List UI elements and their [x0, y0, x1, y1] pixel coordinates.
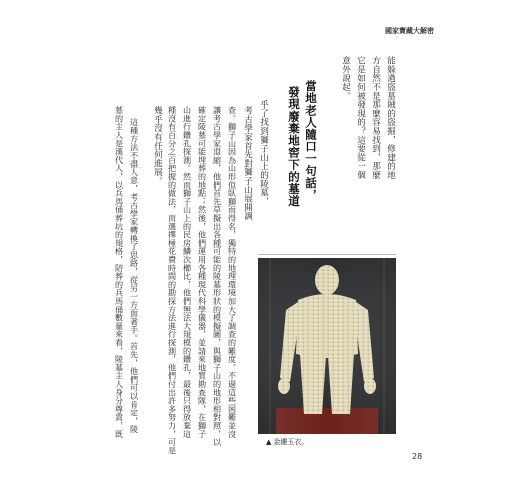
body-column: 讓考古學家退縮，他們首先草擬出各種可能的陵墓形狀的模擬圖，與獅子山的地形相對照，以: [212, 106, 223, 447]
jade-burial-suit-photo: [258, 258, 396, 434]
section-heading: 發現廢棄地窖下的墓道: [287, 86, 301, 207]
body-column: 這種方法不盡人意，考古學家轉換了思路，從另一方面著手。首先，他們可以肯定，陵: [129, 118, 140, 434]
running-header: 國家寶藏大解密: [385, 27, 434, 35]
page-number: 28: [412, 452, 423, 461]
body-column: 方自然不是那麼容易找到，那麼: [370, 56, 381, 180]
body-column: 它是如何被發現的？這要從一個: [355, 56, 366, 180]
body-column: 種沒有百分之百把握的做法，而選擇極花費時間的勘探方法進行探測，他們付出許多努力，可是: [167, 106, 178, 455]
body-column: 能躲過盜墓賊的盜掘，修建的地: [385, 56, 396, 180]
figure-divider: [258, 254, 396, 255]
body-column: 意外說起。: [340, 56, 351, 100]
body-column: 確定陵墓可能埋葬的地點；然後，他們運用各種現代科學儀器，並請來地質勘查隊，在獅子: [197, 106, 208, 438]
body-column: 幾乎沒有任何進展。: [152, 106, 163, 186]
figure-caption-text: 金縷玉衣。: [273, 438, 309, 446]
body-column: 山進行鑽孔探測。然而獅子山上的民房鱗次櫛比，他們無法大規模的鑽孔，最後只得放棄這: [182, 106, 193, 438]
section-heading: 當地老人隨口一句話，: [304, 80, 318, 201]
body-column: 墓的主人是漢代人，以兵馬俑葬坑的規格，陪葬的兵馬俑數量來看，陵墓主人身分尊貴，既: [114, 106, 125, 438]
body-column: 考古學家首先對獅子山展開調: [242, 106, 253, 221]
figure-caption: [266, 437, 308, 447]
triangle-marker-icon: ▲: [266, 438, 272, 446]
body-column: 查。獅子山因為山形似臥獅而得名，獨特的地理環境加大了調查的難度。不過這些困難並沒: [227, 106, 238, 438]
jade-suit-illustration: [258, 258, 396, 434]
body-column: 乎了找到獅子山上的陵墓，: [258, 100, 269, 206]
